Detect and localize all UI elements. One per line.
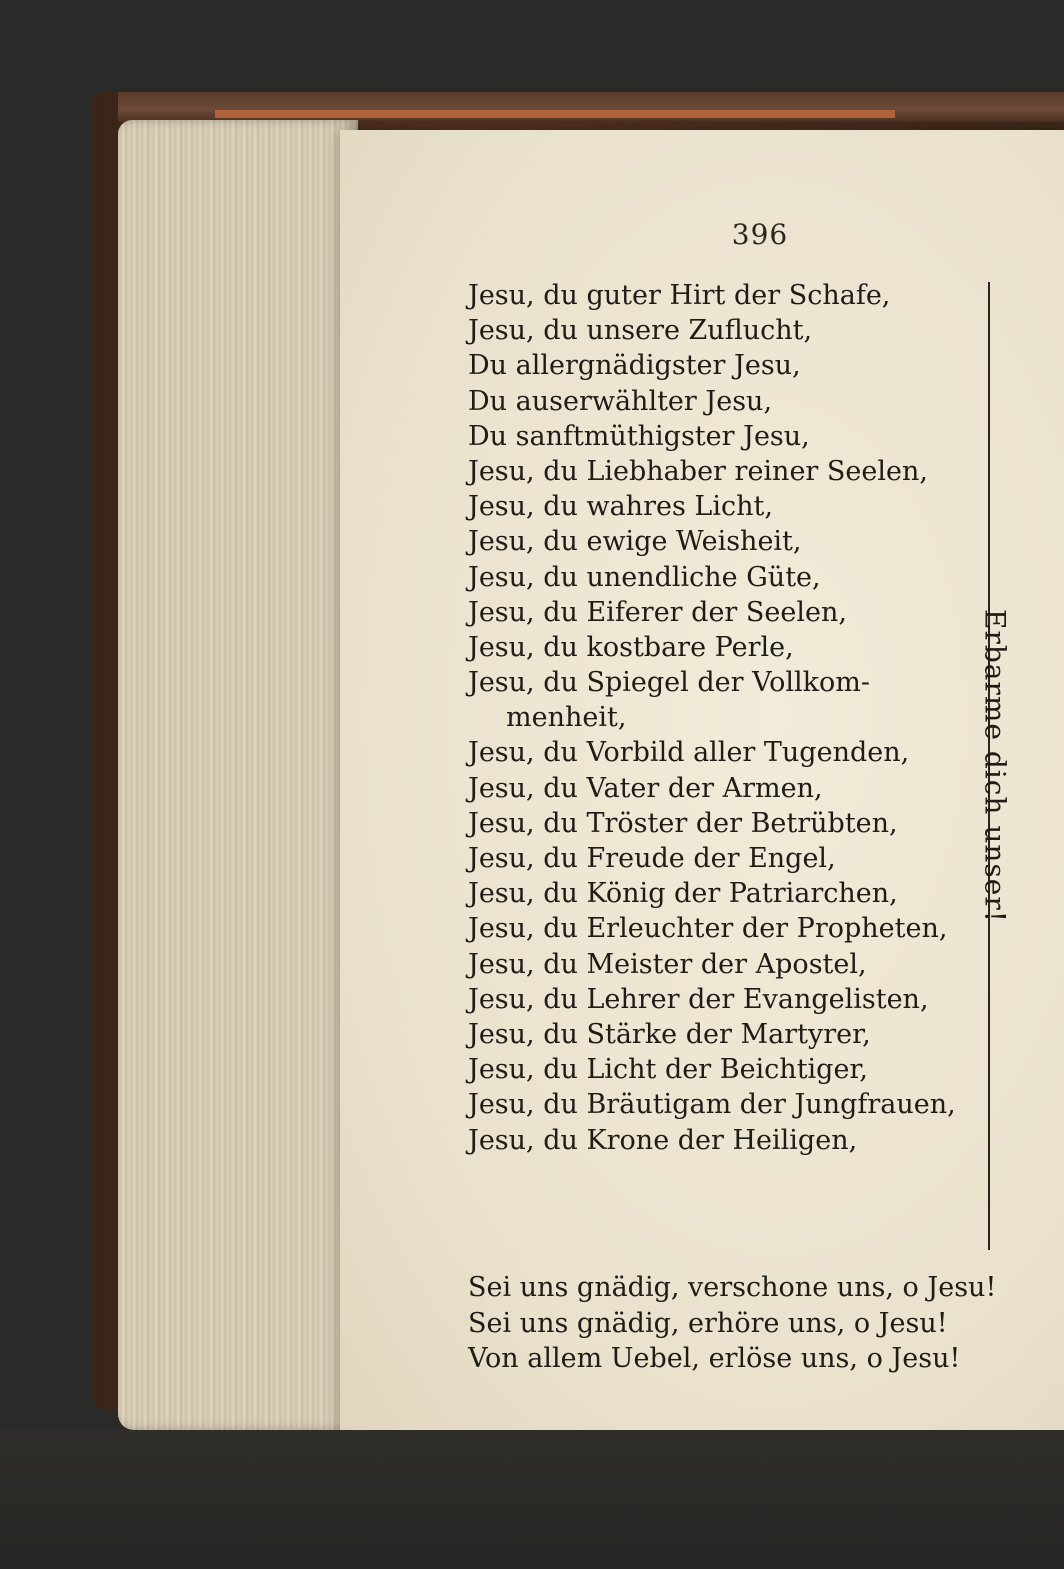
invocation-line: Jesu, du Freude der Engel, xyxy=(468,843,836,874)
page-fore-edge xyxy=(118,120,358,1430)
invocation-line: Jesu, du Eiferer der Seelen, xyxy=(468,596,847,628)
invocation-line: Jesu, du Tröster der Betrübten, xyxy=(468,807,898,839)
invocation-line: Du auserwählter Jesu, xyxy=(468,385,773,417)
book-page xyxy=(340,130,1064,1435)
closing-line: Sei uns gnädig, erhöre uns, o Jesu! xyxy=(468,1307,948,1339)
invocation-line: Jesu, du Spiegel der Vollkom- xyxy=(468,667,870,699)
invocation-line: Du allergnädigster Jesu, xyxy=(468,350,801,382)
invocation-line: Jesu, du Vorbild aller Tugenden, xyxy=(468,737,910,769)
invocation-line: Jesu, du Vater der Armen, xyxy=(468,772,823,804)
closing-petitions xyxy=(468,1270,1028,1377)
closing-line: Sei uns gnädig, verschone uns, o Jesu! xyxy=(468,1272,997,1303)
invocation-line: Jesu, du wahres Licht, xyxy=(468,491,773,523)
invocation-line: Jesu, du Liebhaber reiner Seelen, xyxy=(468,455,928,487)
invocation-line: Jesu, du Licht der Beichtiger, xyxy=(468,1054,868,1086)
invocation-line: Jesu, du unsere Zuflucht, xyxy=(468,315,813,347)
closing-line: Von allem Uebel, erlöse uns, o Jesu! xyxy=(468,1343,961,1374)
invocation-line: Jesu, du Lehrer der Evangelisten, xyxy=(468,983,929,1015)
invocation-line: Jesu, du König der Patriarchen, xyxy=(468,878,898,910)
invocation-line: Jesu, du Bräutigam der Jungfrauen, xyxy=(468,1089,956,1121)
invocation-line: Jesu, du Meister der Apostel, xyxy=(468,948,867,980)
page-edge-gilt xyxy=(215,110,895,118)
invocation-line: Jesu, du kostbare Perle, xyxy=(468,631,794,663)
page-number: 396 xyxy=(731,218,789,251)
invocation-line-continuation: menheit, xyxy=(506,702,627,734)
invocation-line: Jesu, du ewige Weisheit, xyxy=(468,526,802,558)
invocation-line: Jesu, du Erleuchter der Propheten, xyxy=(468,913,948,945)
invocation-line: Jesu, du unendliche Güte, xyxy=(468,561,821,593)
litany-invocations xyxy=(468,278,988,1158)
invocation-line: Du sanftmüthigster Jesu, xyxy=(468,420,810,452)
response-refrain: Erbarme dich unser! xyxy=(978,609,1012,923)
background-surface xyxy=(0,1430,1064,1569)
invocation-line: Jesu, du Stärke der Martyrer, xyxy=(468,1018,871,1050)
invocation-line: Jesu, du Krone der Heiligen, xyxy=(468,1124,858,1156)
invocation-line: Jesu, du guter Hirt der Schafe, xyxy=(468,280,891,311)
